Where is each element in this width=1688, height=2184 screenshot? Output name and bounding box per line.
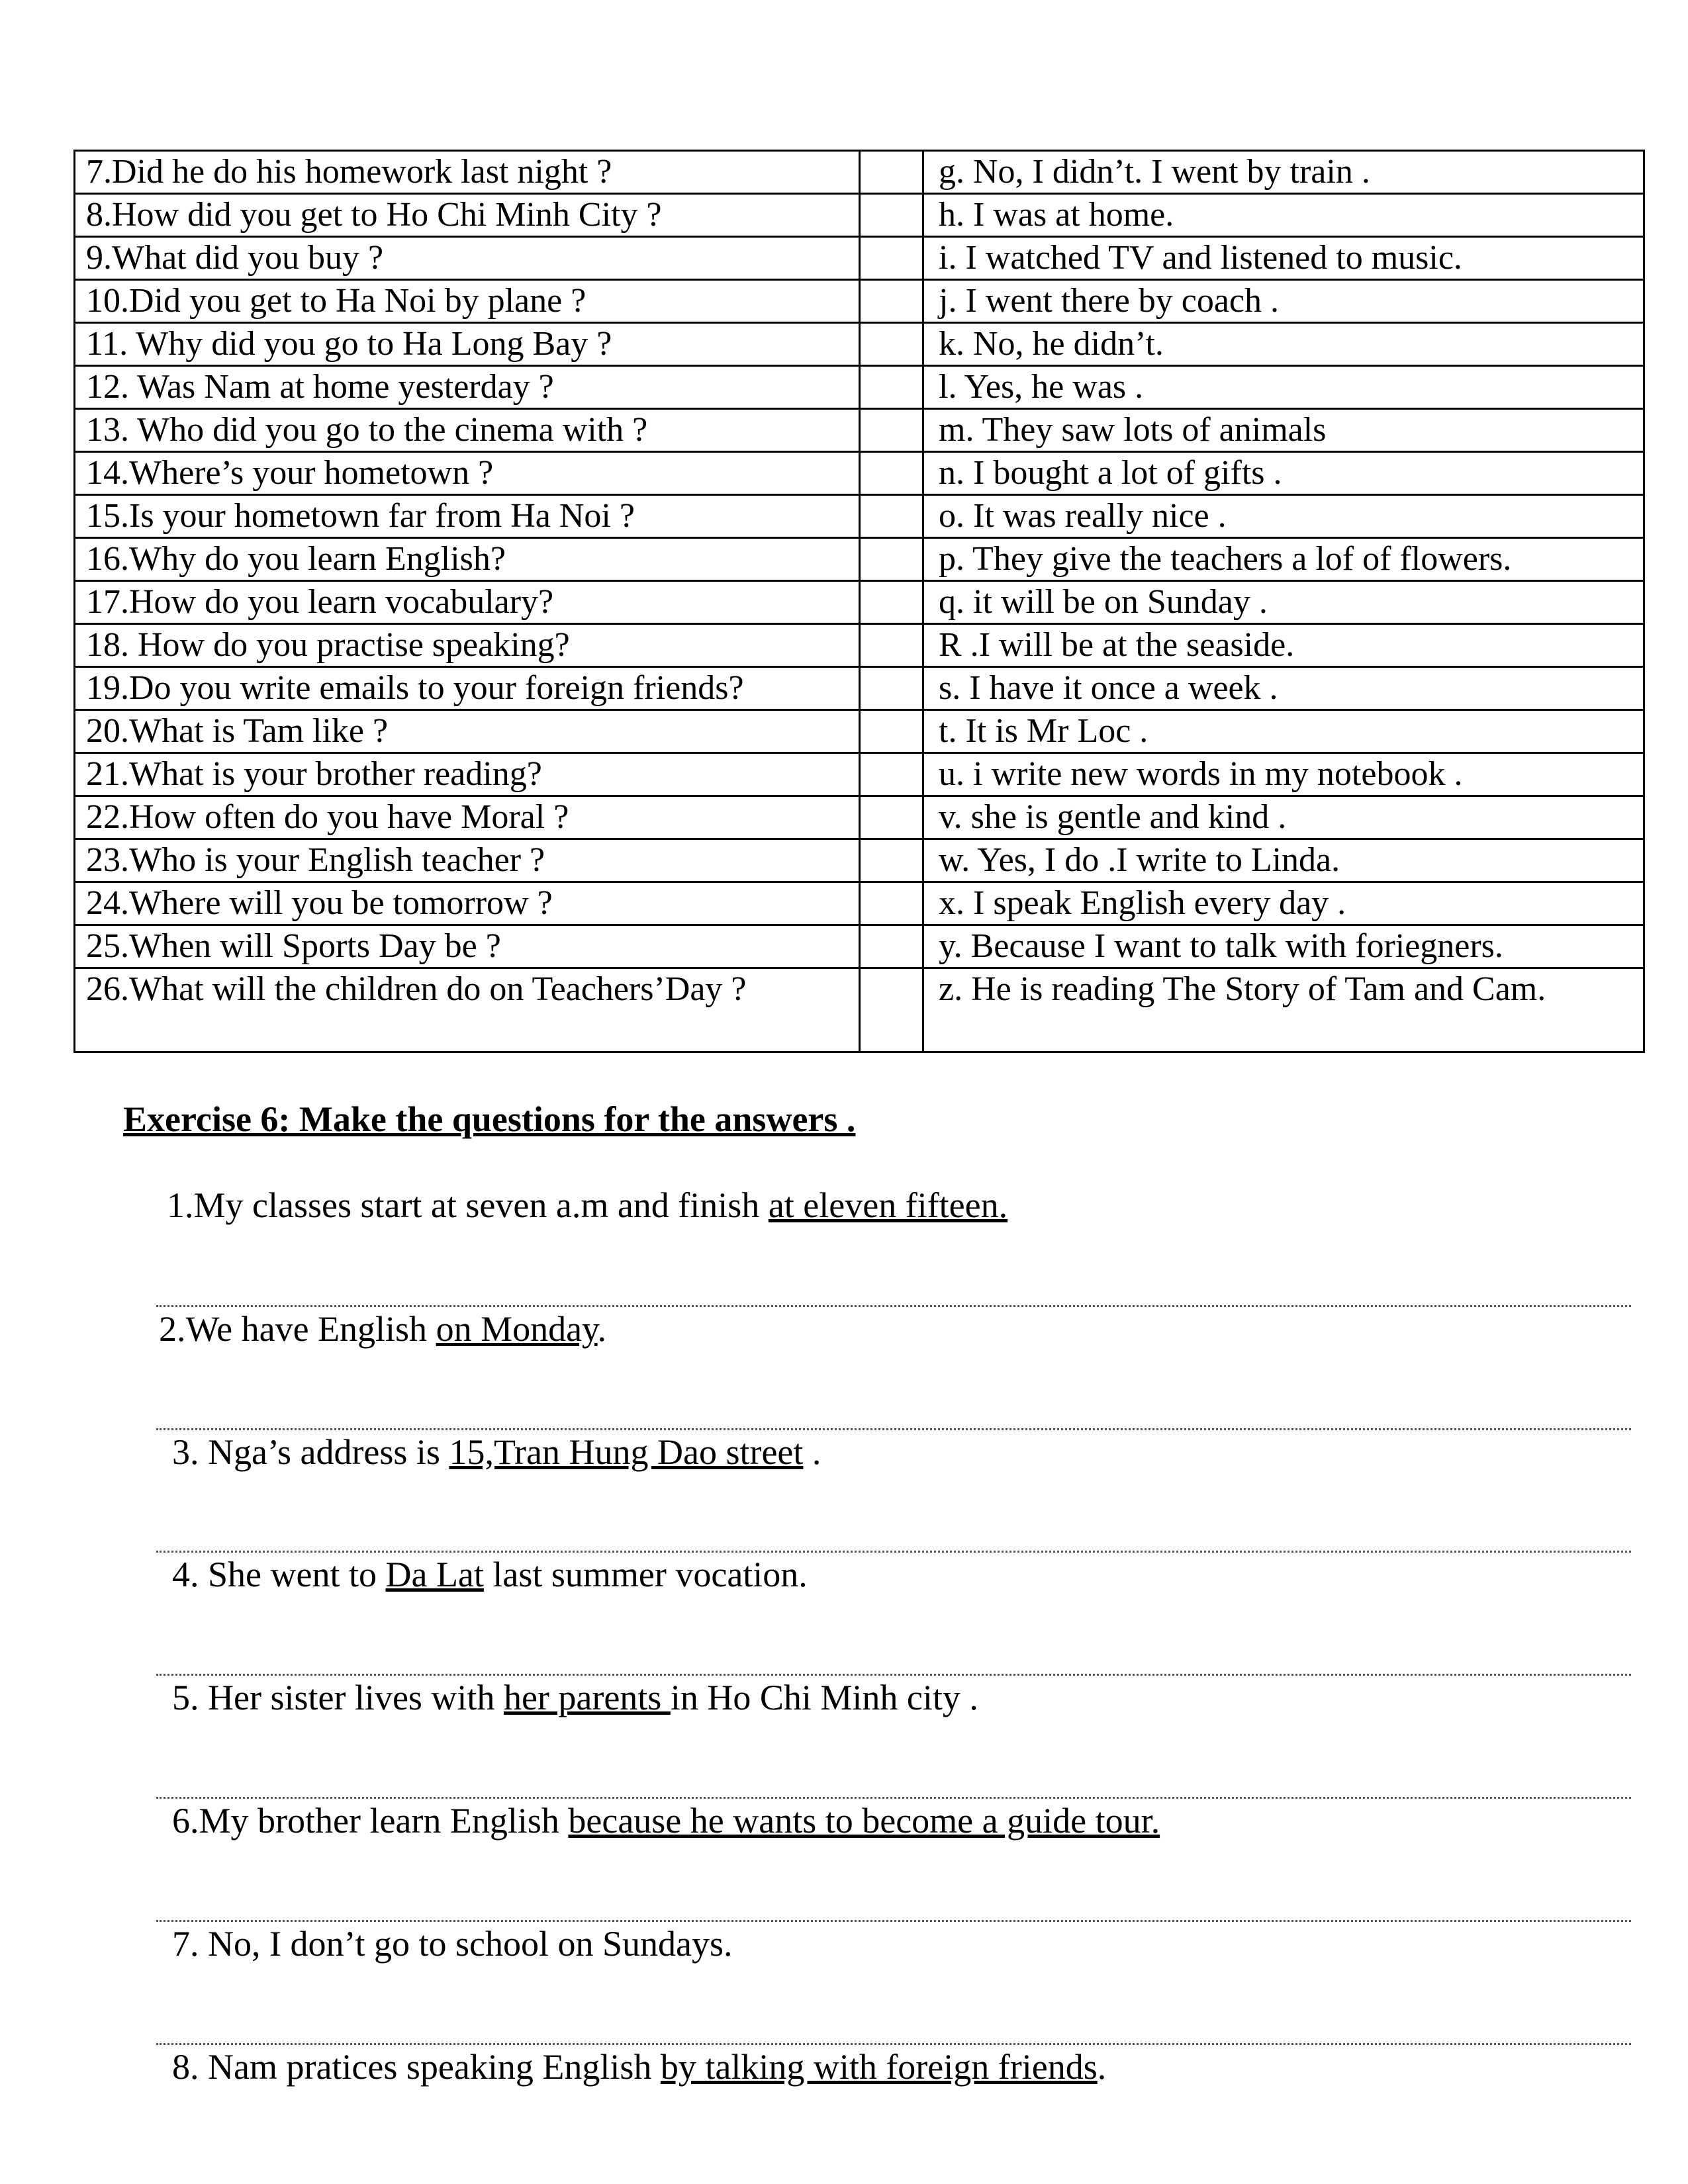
answer-letter-cell[interactable] — [860, 538, 923, 581]
answer-letter-cell[interactable] — [860, 151, 923, 194]
answer-cell: x. I speak English every day . — [923, 882, 1644, 925]
table-row — [75, 968, 1644, 1052]
question-cell: 14.Where’s your hometown ? — [75, 452, 860, 495]
table-row — [75, 237, 1644, 280]
table-row — [75, 925, 1644, 968]
answer-letter-cell[interactable] — [860, 882, 923, 925]
table-row — [75, 409, 1644, 452]
exercise-item: 4. She went to Da Lat last summer vocation. — [172, 1555, 808, 1594]
question-cell: 26.What will the children do on Teachers’Day ? — [75, 968, 860, 1052]
table-row — [75, 667, 1644, 710]
answer-letter-cell[interactable] — [860, 280, 923, 323]
answer-cell: w. Yes, I do .I write to Linda. — [923, 839, 1644, 882]
answer-letter-cell[interactable] — [860, 452, 923, 495]
underlined-answer: on Monday — [436, 1309, 598, 1349]
answer-cell: g. No, I didn’t. I went by train . — [923, 151, 1644, 194]
underlined-answer: because he wants to become a guide tour. — [568, 1801, 1160, 1841]
answer-cell: i. I watched TV and listened to music. — [923, 237, 1644, 280]
answer-cell: R .I will be at the seaside. — [923, 624, 1644, 667]
question-cell: 8.How did you get to Ho Chi Minh City ? — [75, 194, 860, 237]
question-cell: 13. Who did you go to the cinema with ? — [75, 409, 860, 452]
table-row — [75, 753, 1644, 796]
exercise-item: 1.My classes start at seven a.m and finish at eleven fifteen. — [167, 1185, 1008, 1225]
answer-line[interactable] — [156, 1920, 1631, 1922]
table-row — [75, 366, 1644, 409]
question-cell: 19.Do you write emails to your foreign friends? — [75, 667, 860, 710]
answer-letter-cell[interactable] — [860, 624, 923, 667]
exercise-item: 2.We have English on Monday. — [159, 1309, 607, 1349]
answer-letter-cell[interactable] — [860, 409, 923, 452]
answer-letter-cell[interactable] — [860, 581, 923, 624]
exercise-item: 5. Her sister lives with her parents in Ho Chi Minh city . — [172, 1678, 978, 1717]
answer-letter-cell[interactable] — [860, 710, 923, 753]
answer-cell: v. she is gentle and kind . — [923, 796, 1644, 839]
answer-letter-cell[interactable] — [860, 237, 923, 280]
underlined-answer: by talking with foreign friends — [660, 2047, 1098, 2087]
table-row — [75, 151, 1644, 194]
answer-letter-cell[interactable] — [860, 323, 923, 366]
answer-cell: u. i write new words in my notebook . — [923, 753, 1644, 796]
question-cell: 7.Did he do his homework last night ? — [75, 151, 860, 194]
question-cell: 21.What is your brother reading? — [75, 753, 860, 796]
answer-letter-cell[interactable] — [860, 839, 923, 882]
answer-letter-cell[interactable] — [860, 194, 923, 237]
exercise-item: 8. Nam pratices speaking English by talking with foreign friends. — [172, 2047, 1107, 2087]
table-row — [75, 495, 1644, 538]
table-row — [75, 839, 1644, 882]
answer-cell: t. It is Mr Loc . — [923, 710, 1644, 753]
table-row — [75, 194, 1644, 237]
table-row — [75, 452, 1644, 495]
answer-letter-cell[interactable] — [860, 925, 923, 968]
table-row — [75, 581, 1644, 624]
table-row — [75, 624, 1644, 667]
question-cell: 15.Is your hometown far from Ha Noi ? — [75, 495, 860, 538]
answer-cell: m. They saw lots of animals — [923, 409, 1644, 452]
answer-cell: y. Because I want to talk with foriegners. — [923, 925, 1644, 968]
question-cell: 22.How often do you have Moral ? — [75, 796, 860, 839]
answer-letter-cell[interactable] — [860, 753, 923, 796]
answer-cell: q. it will be on Sunday . — [923, 581, 1644, 624]
question-cell: 10.Did you get to Ha Noi by plane ? — [75, 280, 860, 323]
answer-line[interactable] — [156, 1305, 1631, 1307]
question-cell: 16.Why do you learn English? — [75, 538, 860, 581]
answer-cell: k. No, he didn’t. — [923, 323, 1644, 366]
answer-letter-cell[interactable] — [860, 968, 923, 1052]
answer-cell: p. They give the teachers a lof of flowers. — [923, 538, 1644, 581]
answer-line[interactable] — [156, 1674, 1631, 1676]
answer-letter-cell[interactable] — [860, 495, 923, 538]
answer-letter-cell[interactable] — [860, 366, 923, 409]
question-cell: 11. Why did you go to Ha Long Bay ? — [75, 323, 860, 366]
answer-cell: n. I bought a lot of gifts . — [923, 452, 1644, 495]
question-cell: 25.When will Sports Day be ? — [75, 925, 860, 968]
answer-cell: j. I went there by coach . — [923, 280, 1644, 323]
exercise-item: 7. No, I don’t go to school on Sundays. — [172, 1924, 733, 1964]
answer-line[interactable] — [156, 1428, 1631, 1430]
exercise-6-title: Exercise 6: Make the questions for the answers . — [123, 1099, 856, 1139]
table-row — [75, 280, 1644, 323]
exercise-item: 3. Nga’s address is 15,Tran Hung Dao street . — [172, 1432, 821, 1472]
answer-line[interactable] — [156, 1797, 1631, 1799]
question-cell: 23.Who is your English teacher ? — [75, 839, 860, 882]
answer-cell: l. Yes, he was . — [923, 366, 1644, 409]
question-cell: 9.What did you buy ? — [75, 237, 860, 280]
table-row — [75, 882, 1644, 925]
question-cell: 20.What is Tam like ? — [75, 710, 860, 753]
matching-table — [73, 150, 1645, 1053]
answer-cell: o. It was really nice . — [923, 495, 1644, 538]
question-cell: 12. Was Nam at home yesterday ? — [75, 366, 860, 409]
answer-cell: z. He is reading The Story of Tam and Cam. — [923, 968, 1644, 1052]
table-row — [75, 796, 1644, 839]
answer-line[interactable] — [156, 2043, 1631, 2045]
answer-cell: s. I have it once a week . — [923, 667, 1644, 710]
table-row — [75, 323, 1644, 366]
underlined-answer: 15,Tran Hung Dao street — [449, 1432, 804, 1472]
answer-letter-cell[interactable] — [860, 796, 923, 839]
question-cell: 18. How do you practise speaking? — [75, 624, 860, 667]
table-row — [75, 710, 1644, 753]
underlined-answer: her parents — [503, 1678, 671, 1717]
underlined-answer: at eleven fifteen. — [768, 1185, 1008, 1225]
answer-letter-cell[interactable] — [860, 667, 923, 710]
answer-cell: h. I was at home. — [923, 194, 1644, 237]
exercise-item: 6.My brother learn English because he wants to become a guide tour. — [172, 1801, 1160, 1841]
underlined-answer: Da Lat — [385, 1555, 484, 1594]
question-cell: 17.How do you learn vocabulary? — [75, 581, 860, 624]
question-cell: 24.Where will you be tomorrow ? — [75, 882, 860, 925]
table-row — [75, 538, 1644, 581]
answer-line[interactable] — [156, 1551, 1631, 1553]
